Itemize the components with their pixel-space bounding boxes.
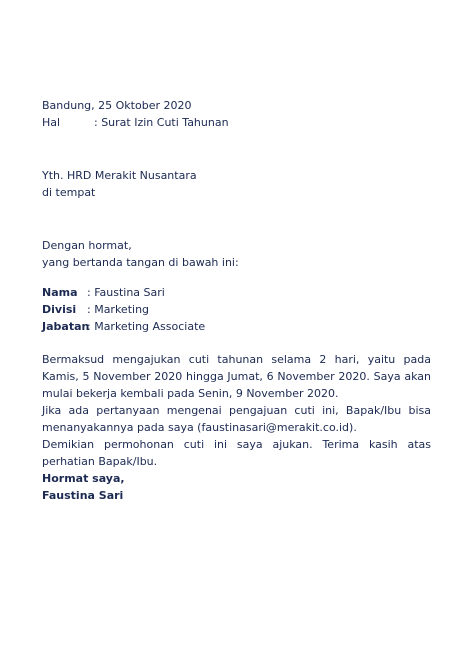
subject-line	[42, 114, 431, 131]
subject-label: Hal	[42, 116, 61, 129]
body-paragraph-contact: Jika ada pertanyaan mengenai pengajuan cuti ini, Bapak/Ibu bisa menanyakannya pada saya (faustinasari@merakit.co.id).	[42, 404, 431, 434]
place-and-date: Bandung, 25 Oktober 2020	[42, 99, 192, 112]
recipient-name: Yth. HRD Merakit Nusantara	[42, 169, 197, 182]
salutation: Dengan hormat,	[42, 239, 132, 252]
signature-name: Faustina Sari	[42, 489, 124, 502]
identity-value: : Faustina Sari	[87, 286, 165, 299]
closing-phrase: Hormat saya,	[42, 472, 125, 485]
introduction: yang bertanda tangan di bawah ini:	[42, 256, 239, 269]
subject-value: : Surat Izin Cuti Tahunan	[94, 116, 229, 129]
body-paragraph-request: Bermaksud mengajukan cuti tahunan selama 2 hari, yaitu pada Kamis, 5 November 2020 hingga Jumat, 6 November 2020. Saya akan mulai bekerja kembali pada Senin, 9 November 2020.	[42, 353, 431, 400]
identity-label: Divisi	[42, 303, 77, 316]
body-paragraph-closing: Demikian permohonan cuti ini saya ajukan. Terima kasih atas perhatian Bapak/Ibu.	[42, 438, 431, 468]
identity-label: Jabatan	[42, 320, 90, 333]
identity-row-position	[42, 318, 431, 335]
identity-block	[42, 284, 431, 335]
leave-request-letter	[42, 97, 431, 504]
identity-label: Nama	[42, 286, 78, 299]
identity-row-name	[42, 284, 431, 301]
recipient-location: di tempat	[42, 186, 96, 199]
recipient-block	[42, 167, 431, 201]
greeting-block	[42, 237, 431, 271]
identity-value: : Marketing Associate	[87, 320, 206, 333]
identity-row-division	[42, 301, 431, 318]
identity-value: : Marketing	[87, 303, 150, 316]
